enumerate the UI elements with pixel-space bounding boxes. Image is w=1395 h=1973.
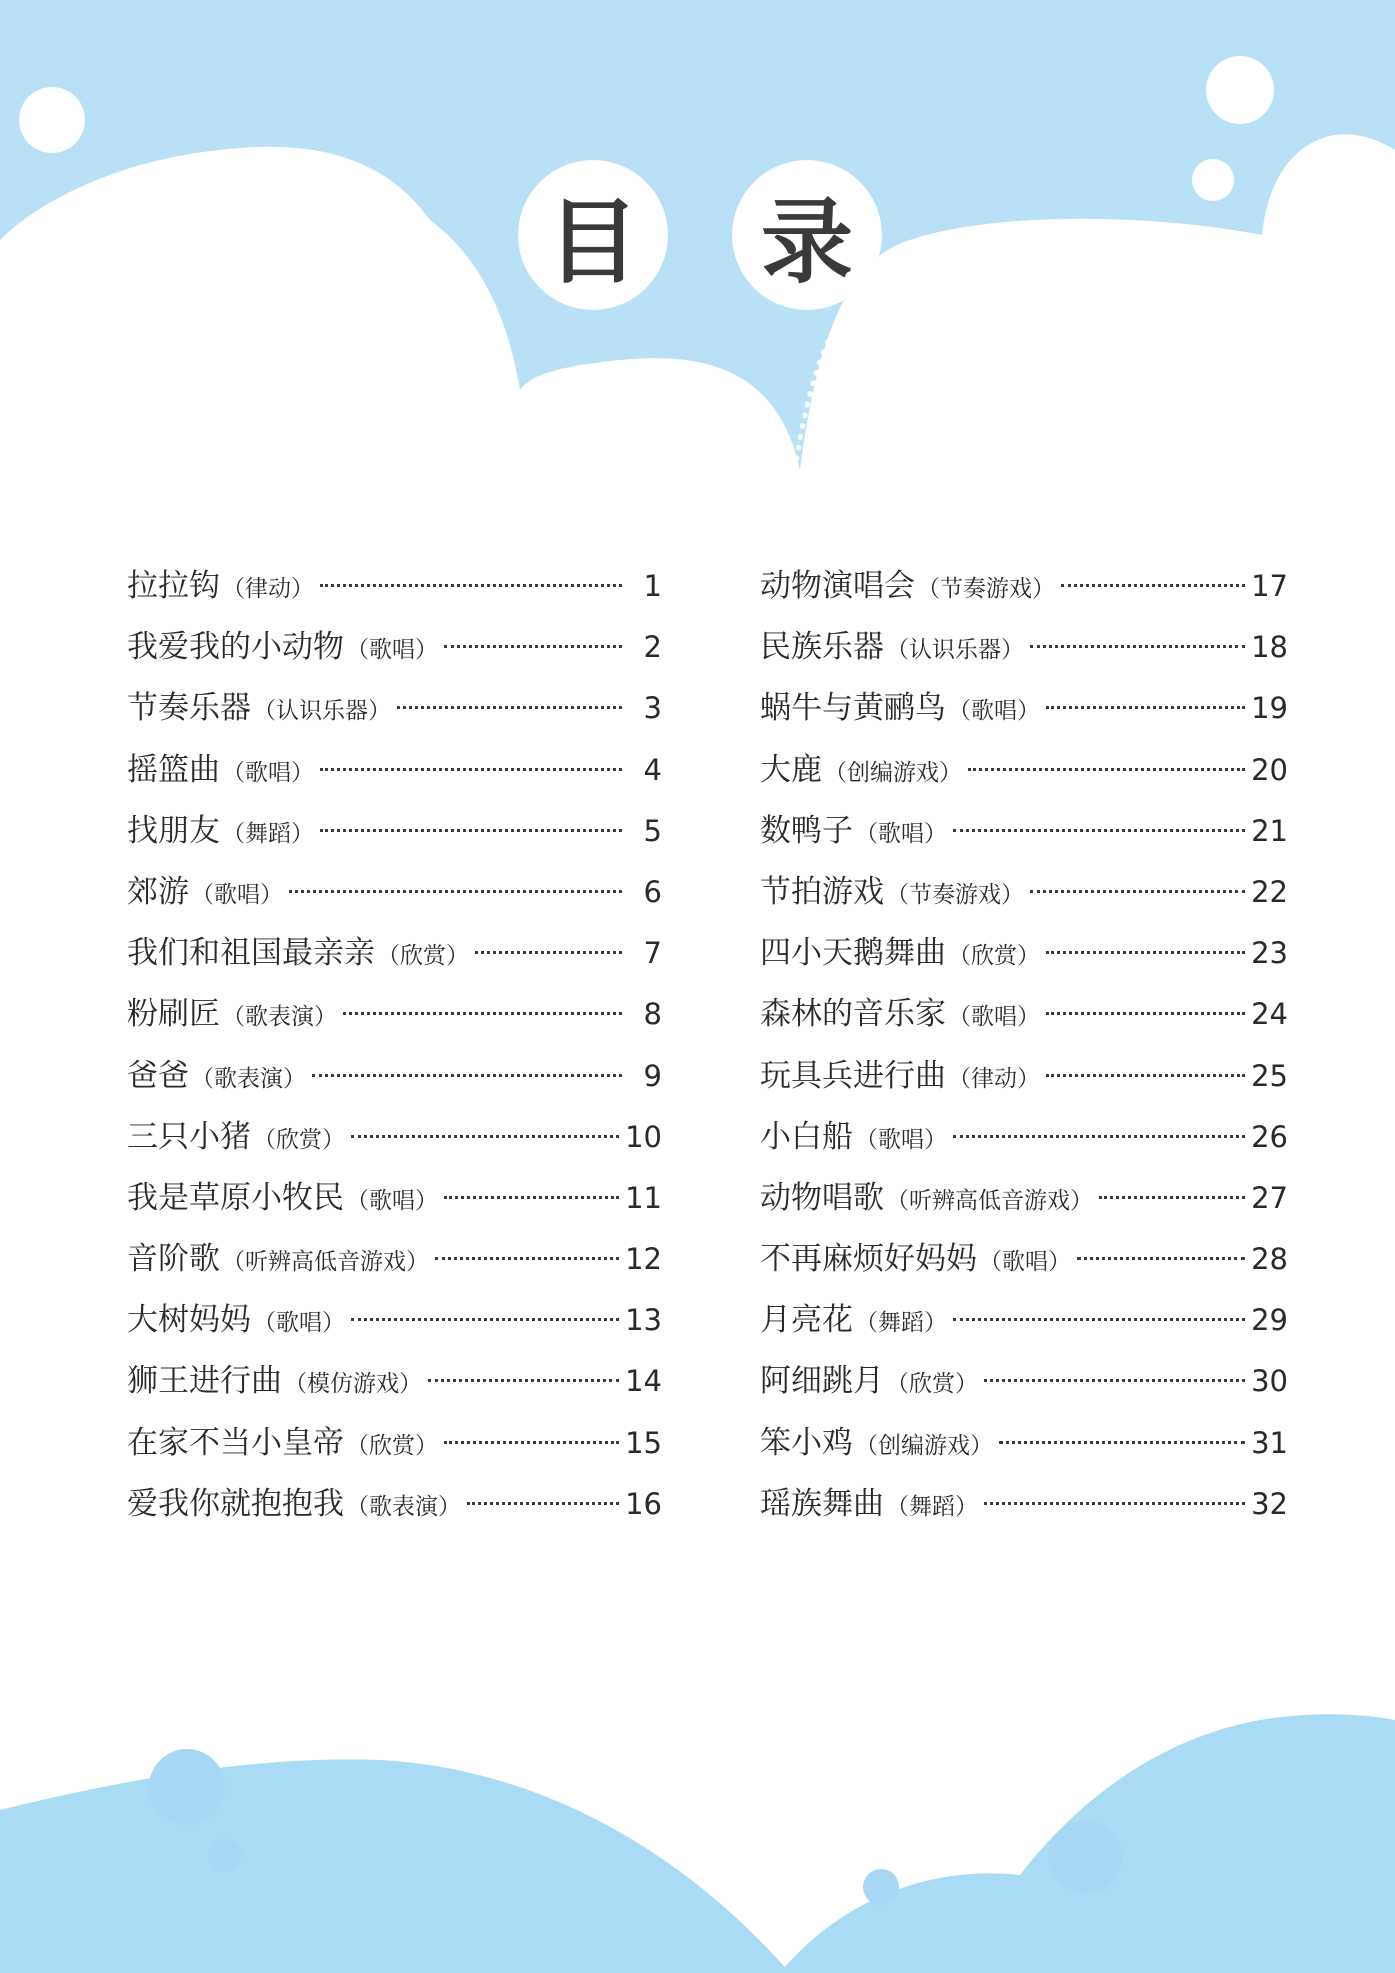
dot-leader xyxy=(351,1135,619,1138)
entry-title: 爸爸 xyxy=(127,1057,189,1094)
entry-title: 节拍游戏 xyxy=(760,873,884,910)
entry-title: 找朋友 xyxy=(127,812,220,849)
title-char-mu: 目 xyxy=(518,160,668,310)
entry-category: （歌唱） xyxy=(253,1310,345,1337)
toc-entry[interactable] xyxy=(127,1413,662,1474)
dot-leader xyxy=(1046,1074,1245,1077)
entry-page-number: 30 xyxy=(1251,1364,1288,1399)
entry-title: 拉拉钩 xyxy=(127,568,220,604)
toc-entry[interactable] xyxy=(760,984,1288,1045)
dot-leader xyxy=(953,829,1245,832)
entry-page-number: 11 xyxy=(625,1180,662,1215)
bubble xyxy=(208,1838,242,1872)
entry-category: （律动） xyxy=(222,576,314,602)
entry-page-number: 5 xyxy=(643,813,662,848)
toc-right-column xyxy=(760,556,1288,1535)
toc-entry[interactable] xyxy=(760,617,1288,678)
entry-title: 玩具兵进行曲 xyxy=(760,1057,946,1094)
title-char-lu: 录 xyxy=(732,160,882,310)
bubble xyxy=(149,1749,225,1825)
entry-title: 狮王进行曲 xyxy=(127,1363,282,1400)
dot-leader xyxy=(1077,1257,1245,1260)
dot-leader xyxy=(467,1502,619,1505)
toc-entry[interactable] xyxy=(127,923,662,984)
entry-title: 大树妈妈 xyxy=(127,1302,251,1339)
entry-category: （歌唱） xyxy=(948,1004,1040,1031)
toc-entry[interactable] xyxy=(760,740,1288,801)
dot-leader xyxy=(343,1012,622,1015)
entry-category: （欣赏） xyxy=(377,943,469,970)
entry-category: （歌唱） xyxy=(346,637,438,664)
entry-category: （欣赏） xyxy=(253,1126,345,1153)
toc-entry[interactable] xyxy=(760,801,1288,862)
entry-category: （歌表演） xyxy=(346,1493,461,1520)
toc-entry[interactable] xyxy=(127,1290,662,1351)
toc-entry[interactable] xyxy=(760,1290,1288,1351)
toc-entry[interactable] xyxy=(127,862,662,923)
entry-category: （欣赏） xyxy=(886,1371,978,1398)
entry-category: （创编游戏） xyxy=(824,759,962,786)
entry-page-number: 2 xyxy=(643,630,662,665)
entry-category: （歌唱） xyxy=(346,1187,438,1214)
entry-title: 月亮花 xyxy=(760,1302,853,1339)
entry-category: （歌唱） xyxy=(855,1126,947,1153)
entry-category: （模仿游戏） xyxy=(284,1371,422,1398)
dot-leader xyxy=(1030,645,1245,648)
entry-category: （歌唱） xyxy=(191,881,283,908)
dot-leader xyxy=(1030,890,1245,893)
entry-category: （歌唱） xyxy=(979,1249,1071,1276)
entry-title: 动物唱歌 xyxy=(760,1179,884,1216)
entry-category: （歌唱） xyxy=(855,820,947,847)
entry-page-number: 12 xyxy=(625,1242,662,1277)
sky-dot xyxy=(1192,159,1234,201)
entry-title: 粉刷匠 xyxy=(127,996,220,1033)
dot-leader xyxy=(320,584,622,587)
entry-page-number: 21 xyxy=(1251,813,1288,848)
dot-leader xyxy=(968,768,1245,771)
entry-page-number: 16 xyxy=(625,1486,662,1521)
toc-entry[interactable] xyxy=(127,1229,662,1290)
toc-entry[interactable] xyxy=(760,862,1288,923)
entry-title: 不再麻烦好妈妈 xyxy=(760,1241,977,1278)
toc-entry[interactable] xyxy=(127,617,662,678)
toc-entry[interactable] xyxy=(760,678,1288,739)
entry-page-number: 19 xyxy=(1251,691,1288,726)
dot-leader xyxy=(475,951,622,954)
entry-category: （认识乐器） xyxy=(253,698,391,725)
toc-entry[interactable] xyxy=(127,740,662,801)
toc-entry[interactable] xyxy=(760,1413,1288,1474)
entry-page-number: 18 xyxy=(1251,630,1288,665)
dot-leader xyxy=(1046,951,1245,954)
entry-page-number: 26 xyxy=(1251,1119,1288,1154)
entry-category: （歌唱） xyxy=(948,698,1040,725)
entry-category: （创编游戏） xyxy=(855,1432,993,1459)
entry-title: 森林的音乐家 xyxy=(760,996,946,1033)
toc-entry[interactable] xyxy=(760,923,1288,984)
toc-entry[interactable] xyxy=(760,1229,1288,1290)
entry-title: 笨小鸡 xyxy=(760,1424,853,1461)
entry-category: （欣赏） xyxy=(948,943,1040,970)
entry-category: （节奏游戏） xyxy=(917,576,1055,602)
entry-title: 我是草原小牧民 xyxy=(127,1179,344,1216)
entry-title: 节奏乐器 xyxy=(127,690,251,727)
dot-leader xyxy=(320,829,622,832)
entry-page-number: 23 xyxy=(1251,936,1288,971)
toc-entry[interactable] xyxy=(127,801,662,862)
toc-entry[interactable] xyxy=(127,1474,662,1535)
entry-title: 音阶歌 xyxy=(127,1241,220,1278)
toc-entry[interactable] xyxy=(760,1474,1288,1535)
entry-title: 动物演唱会 xyxy=(760,568,915,604)
toc-entry[interactable] xyxy=(127,556,662,617)
dot-leader xyxy=(1099,1196,1245,1199)
bubble xyxy=(1048,1820,1122,1894)
bubble-footer xyxy=(0,1700,1395,1973)
entry-page-number: 10 xyxy=(625,1119,662,1154)
toc-entry[interactable] xyxy=(760,556,1288,617)
dot-leader xyxy=(444,645,622,648)
entry-page-number: 14 xyxy=(625,1364,662,1399)
entry-category: （听辨高低音游戏） xyxy=(222,1249,429,1276)
entry-title: 瑶族舞曲 xyxy=(760,1485,884,1522)
entry-title: 摇篮曲 xyxy=(127,751,220,788)
entry-page-number: 1 xyxy=(643,569,662,603)
entry-page-number: 27 xyxy=(1251,1180,1288,1215)
entry-title: 我们和祖国最亲亲 xyxy=(127,935,375,972)
entry-page-number: 13 xyxy=(625,1303,662,1338)
dot-leader xyxy=(320,768,622,771)
dot-leader xyxy=(1061,584,1245,587)
toc-entry[interactable] xyxy=(127,984,662,1045)
entry-title: 民族乐器 xyxy=(760,629,884,666)
entry-page-number: 17 xyxy=(1251,569,1288,603)
entry-title: 阿细跳月 xyxy=(760,1363,884,1400)
bubble xyxy=(863,1869,899,1905)
entry-category: （歌表演） xyxy=(191,1065,306,1092)
entry-title: 爱我你就抱抱我 xyxy=(127,1485,344,1522)
sky-dot xyxy=(1206,56,1274,124)
entry-title: 在家不当小皇帝 xyxy=(127,1424,344,1461)
dot-leader xyxy=(1046,706,1245,709)
toc-entry[interactable] xyxy=(760,1107,1288,1168)
toc-entry[interactable] xyxy=(760,1046,1288,1107)
entry-page-number: 29 xyxy=(1251,1303,1288,1338)
sky-cloud-header xyxy=(0,0,1395,480)
entry-page-number: 7 xyxy=(643,936,662,971)
entry-category: （舞蹈） xyxy=(222,820,314,847)
entry-page-number: 28 xyxy=(1251,1242,1288,1277)
toc-entry[interactable] xyxy=(127,1351,662,1412)
dot-leader xyxy=(428,1379,619,1382)
entry-title: 郊游 xyxy=(127,873,189,910)
dot-leader xyxy=(444,1441,619,1444)
dot-leader xyxy=(312,1074,622,1077)
entry-category: （舞蹈） xyxy=(855,1310,947,1337)
entry-page-number: 20 xyxy=(1251,752,1288,787)
dot-leader xyxy=(435,1257,619,1260)
entry-category: （欣赏） xyxy=(346,1432,438,1459)
entry-category: （听辨高低音游戏） xyxy=(886,1187,1093,1214)
toc-entry[interactable] xyxy=(760,1351,1288,1412)
toc-entry[interactable] xyxy=(760,1168,1288,1229)
dot-leader xyxy=(351,1318,619,1321)
entry-page-number: 22 xyxy=(1251,874,1288,909)
entry-title: 大鹿 xyxy=(760,751,822,788)
toc-entry[interactable] xyxy=(127,1046,662,1107)
entry-page-number: 3 xyxy=(643,691,662,726)
entry-title: 三只小猪 xyxy=(127,1118,251,1155)
entry-category: （认识乐器） xyxy=(886,637,1024,664)
toc-entry[interactable] xyxy=(127,678,662,739)
entry-page-number: 4 xyxy=(643,752,662,787)
sky-background xyxy=(0,0,1395,470)
dot-leader xyxy=(397,706,622,709)
dot-leader xyxy=(289,890,622,893)
entry-page-number: 15 xyxy=(625,1425,662,1460)
toc-left-column xyxy=(127,556,662,1535)
entry-page-number: 9 xyxy=(643,1058,662,1093)
dot-leader xyxy=(953,1135,1245,1138)
entry-title: 蜗牛与黄鹂鸟 xyxy=(760,690,946,727)
entry-page-number: 8 xyxy=(643,997,662,1032)
entry-category: （律动） xyxy=(948,1065,1040,1092)
entry-category: （节奏游戏） xyxy=(886,881,1024,908)
entry-title: 四小天鹅舞曲 xyxy=(760,935,946,972)
entry-category: （舞蹈） xyxy=(886,1493,978,1520)
entry-page-number: 25 xyxy=(1251,1058,1288,1093)
toc-entry[interactable] xyxy=(127,1107,662,1168)
dot-leader xyxy=(999,1441,1245,1444)
entry-title: 小白船 xyxy=(760,1118,853,1155)
dot-leader xyxy=(984,1379,1245,1382)
entry-page-number: 31 xyxy=(1251,1425,1288,1460)
sky-dot xyxy=(19,87,85,153)
entry-page-number: 32 xyxy=(1251,1486,1288,1521)
entry-page-number: 6 xyxy=(643,874,662,909)
bottom-hills xyxy=(0,1759,790,1973)
entry-category: （歌表演） xyxy=(222,1004,337,1031)
entry-title: 数鸭子 xyxy=(760,812,853,849)
entry-title: 我爱我的小动物 xyxy=(127,629,344,666)
entry-page-number: 24 xyxy=(1251,997,1288,1032)
dot-leader xyxy=(984,1502,1245,1505)
dot-leader xyxy=(1046,1012,1245,1015)
dot-leader xyxy=(953,1318,1245,1321)
entry-category: （歌唱） xyxy=(222,759,314,786)
toc-entry[interactable] xyxy=(127,1168,662,1229)
dot-leader xyxy=(444,1196,619,1199)
